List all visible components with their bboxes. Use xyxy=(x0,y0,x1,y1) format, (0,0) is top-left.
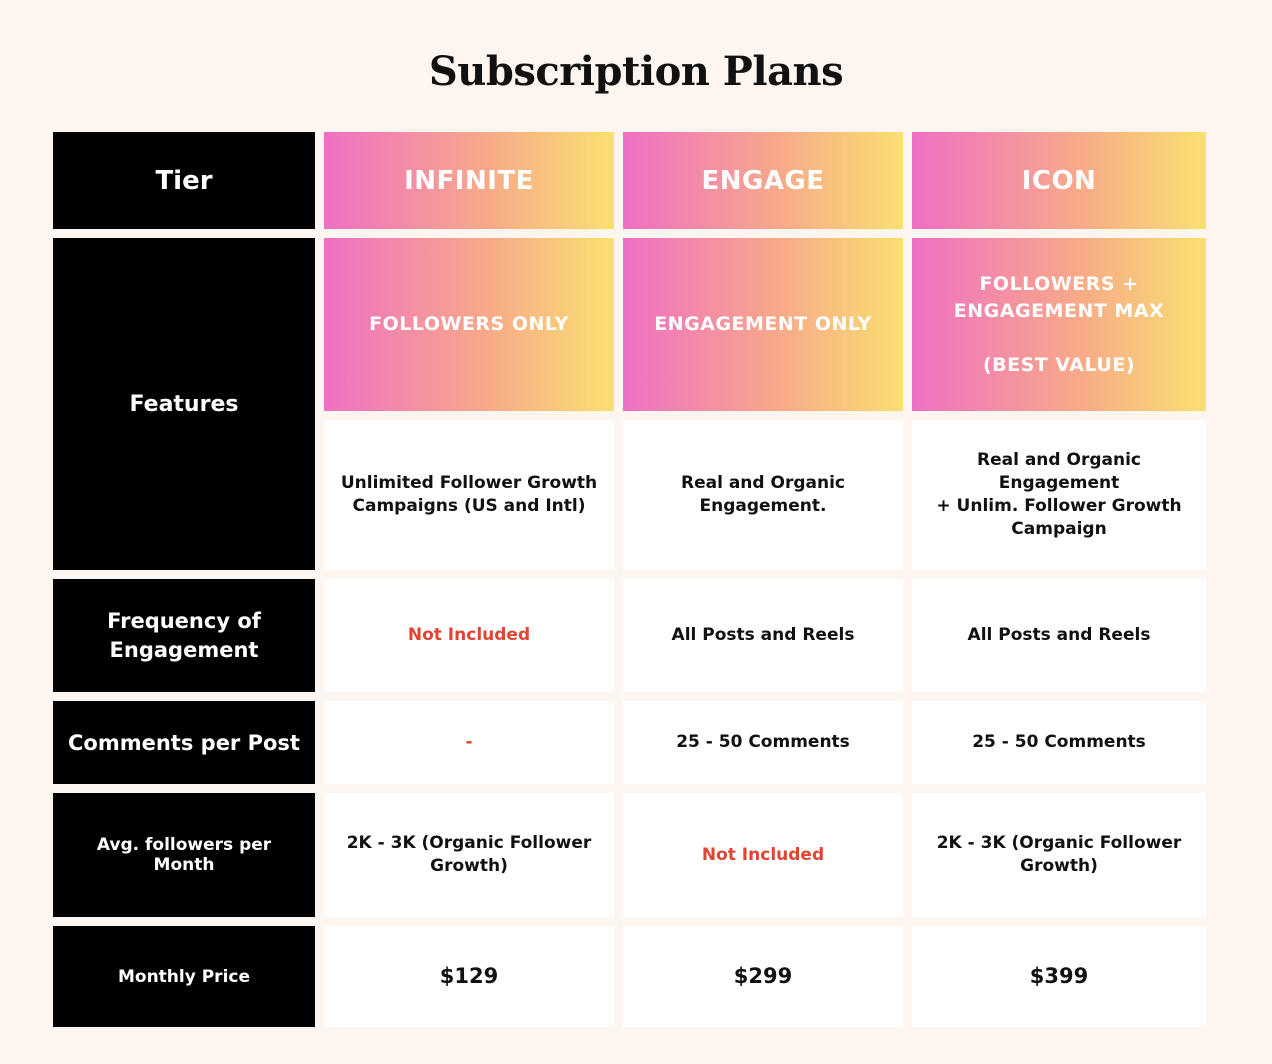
feature-desc-engage: Real and Organic Engagement. xyxy=(623,420,903,570)
followers-infinite: 2K - 3K (Organic Follower Growth) xyxy=(324,793,614,917)
frequency-engage: All Posts and Reels xyxy=(623,579,903,692)
page-title: Subscription Plans xyxy=(428,48,844,95)
row-label-followers: Avg. followers per Month xyxy=(53,793,315,917)
row-label-tier: Tier xyxy=(53,132,315,229)
comments-engage: 25 - 50 Comments xyxy=(623,701,903,784)
comments-icon: 25 - 50 Comments xyxy=(912,701,1206,784)
row-label-features: Features xyxy=(53,238,315,570)
frequency-infinite: Not Included xyxy=(324,579,614,692)
feature-header-infinite: FOLLOWERS ONLY xyxy=(324,238,614,411)
feature-header-engage: ENGAGEMENT ONLY xyxy=(623,238,903,411)
frequency-icon: All Posts and Reels xyxy=(912,579,1206,692)
feature-desc-icon: Real and Organic Engagement + Unlim. Follower Growth Campaign xyxy=(912,420,1206,570)
feature-desc-infinite: Unlimited Follower Growth Campaigns (US and Intl) xyxy=(324,420,614,570)
comments-infinite: - xyxy=(324,701,614,784)
price-infinite: $129 xyxy=(324,926,614,1027)
feature-header-icon: FOLLOWERS + ENGAGEMENT MAX (BEST VALUE) xyxy=(912,238,1206,411)
followers-engage: Not Included xyxy=(623,793,903,917)
tier-infinite-header: INFINITE xyxy=(324,132,614,229)
followers-icon: 2K - 3K (Organic Follower Growth) xyxy=(912,793,1206,917)
tier-engage-header: ENGAGE xyxy=(623,132,903,229)
row-label-price: Monthly Price xyxy=(53,926,315,1027)
row-label-comments: Comments per Post xyxy=(53,701,315,784)
price-icon: $399 xyxy=(912,926,1206,1027)
row-label-frequency: Frequency of Engagement xyxy=(53,579,315,692)
tier-icon-header: ICON xyxy=(912,132,1206,229)
price-engage: $299 xyxy=(623,926,903,1027)
